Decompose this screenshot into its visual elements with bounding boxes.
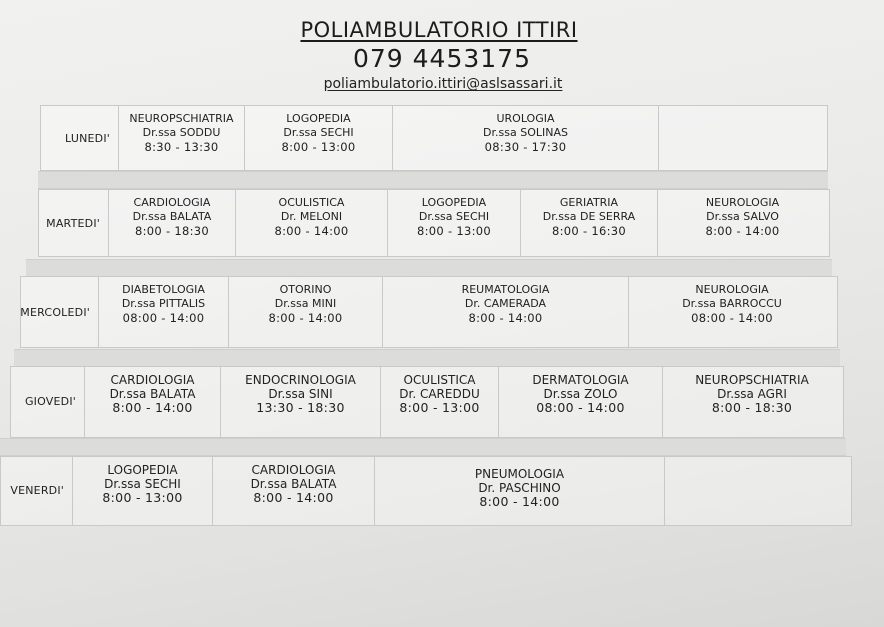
- specialty: UROLOGIA: [496, 112, 555, 125]
- doctor: Dr.ssa DE SERRA: [542, 210, 636, 223]
- doctor: Dr.ssa AGRI: [717, 387, 787, 401]
- specialty: NEUROPSCHIATRIA: [695, 373, 809, 387]
- specialty: PNEUMOLOGIA: [474, 467, 565, 481]
- day-label: MARTEDI': [39, 190, 109, 256]
- schedule-cell: [383, 277, 629, 347]
- row-separator: [26, 259, 832, 277]
- header: [0, 18, 884, 92]
- schedule-cell: [245, 106, 393, 170]
- specialty: DERMATOLOGIA: [532, 373, 629, 387]
- specialty: CARDIOLOGIA: [133, 196, 211, 209]
- doctor: Dr.ssa BALATA: [250, 477, 337, 491]
- hours: 8:00 - 14:00: [274, 224, 349, 238]
- hours: 8:30 - 13:30: [144, 140, 219, 154]
- doctor: Dr.ssa SECHI: [104, 477, 181, 491]
- day-label: VENERDI': [1, 457, 73, 525]
- hours: 8:00 - 13:00: [399, 400, 480, 415]
- clinic-title: POLIAMBULATORIO ITTIRI: [300, 18, 578, 42]
- hours: 08:00 - 14:00: [122, 311, 205, 325]
- specialty: OCULISTICA: [278, 196, 345, 209]
- schedule-cell: [375, 457, 665, 525]
- schedule-cell: [236, 190, 388, 256]
- doctor: Dr.ssa BARROCCU: [682, 297, 782, 310]
- doctor: Dr.ssa BALATA: [109, 387, 196, 401]
- schedule-cell: [629, 277, 835, 347]
- hours: 8:00 - 14:00: [268, 311, 343, 325]
- hours: 8:00 - 18:30: [711, 400, 793, 415]
- day-label: LUNEDI': [41, 106, 119, 170]
- hours: 08:00 - 14:00: [536, 400, 625, 415]
- doctor: Dr. MELONI: [280, 210, 343, 223]
- specialty: OTORINO: [279, 283, 332, 296]
- schedule-cell: [381, 367, 499, 437]
- schedule-cell: [521, 190, 658, 256]
- doctor: Dr.ssa ZOLO: [543, 387, 618, 401]
- doctor: Dr.ssa SECHI: [418, 210, 490, 223]
- day-row-lunedi: [40, 105, 828, 171]
- specialty: OCULISTICA: [403, 373, 476, 387]
- specialty: CARDIOLOGIA: [251, 463, 336, 477]
- schedule-cell: [499, 367, 663, 437]
- day-row-martedi: [38, 189, 830, 257]
- doctor: Dr.ssa SODDU: [142, 126, 221, 139]
- schedule-cell: [658, 190, 827, 256]
- hours: 8:00 - 16:30: [551, 224, 627, 238]
- hours: 8:00 - 14:00: [479, 494, 560, 509]
- day-label: MERCOLEDI': [21, 277, 99, 347]
- hours: 8:00 - 14:00: [705, 224, 780, 238]
- hours: 08:00 - 14:00: [691, 311, 773, 325]
- schedule-cell: [99, 277, 229, 347]
- doctor: Dr.ssa PITTALIS: [121, 297, 206, 310]
- day-row-venerdi: [0, 456, 852, 526]
- hours: 8:00 - 14:00: [468, 311, 543, 325]
- schedule-cell: [221, 367, 381, 437]
- specialty: NEUROPSCHIATRIA: [129, 112, 234, 125]
- schedule-cell-empty: [665, 457, 849, 525]
- doctor: Dr.ssa SECHI: [283, 126, 354, 139]
- phone-number: 079 4453175: [352, 44, 531, 73]
- hours: 08:30 - 17:30: [484, 140, 567, 154]
- doctor: Dr.ssa MINI: [274, 297, 337, 310]
- specialty: LOGOPEDIA: [286, 112, 351, 125]
- schedule-cell: [393, 106, 659, 170]
- specialty: NEUROLOGIA: [705, 196, 780, 209]
- schedule-cell: [229, 277, 383, 347]
- hours: 8:00 - 13:00: [281, 140, 356, 154]
- schedule-cell: [388, 190, 521, 256]
- hours: 13:30 - 18:30: [256, 400, 345, 415]
- schedule-cell: [109, 190, 236, 256]
- row-separator: [0, 438, 846, 456]
- day-row-giovedi: [10, 366, 844, 438]
- specialty: ENDOCRINOLOGIA: [245, 373, 356, 387]
- hours: 8:00 - 14:00: [112, 400, 193, 415]
- day-row-mercoledi: [20, 276, 838, 348]
- hours: 8:00 - 14:00: [253, 490, 334, 505]
- specialty: LOGOPEDIA: [107, 463, 178, 477]
- hours: 8:00 - 13:00: [416, 224, 492, 238]
- row-separator: [38, 171, 828, 189]
- doctor: Dr. CAREDDU: [399, 387, 480, 401]
- schedule-cell: [213, 457, 375, 525]
- doctor: Dr.ssa SINI: [268, 387, 333, 401]
- schedule-cell: [119, 106, 245, 170]
- specialty: CARDIOLOGIA: [110, 373, 195, 387]
- specialty: NEUROLOGIA: [695, 283, 769, 296]
- specialty: LOGOPEDIA: [421, 196, 487, 209]
- schedule-cell: [663, 367, 841, 437]
- schedule-cell: [73, 457, 213, 525]
- row-separator: [14, 349, 840, 367]
- specialty: DIABETOLOGIA: [122, 283, 205, 296]
- doctor: Dr. PASCHINO: [478, 481, 561, 495]
- email-address: poliambulatorio.ittiri@aslsassari.it: [323, 76, 563, 92]
- doctor: Dr. CAMERADA: [464, 297, 547, 310]
- specialty: REUMATOLOGIA: [461, 283, 550, 296]
- doctor: Dr.ssa SOLINAS: [483, 126, 568, 139]
- specialty: GERIATRIA: [559, 196, 619, 209]
- doctor: Dr.ssa BALATA: [132, 210, 212, 223]
- schedule-cell: [85, 367, 221, 437]
- hours: 8:00 - 13:00: [102, 490, 183, 505]
- doctor: Dr.ssa SALVO: [706, 210, 779, 223]
- hours: 8:00 - 18:30: [134, 224, 210, 238]
- schedule-cell-empty: [659, 106, 825, 170]
- day-label: GIOVEDI': [11, 367, 85, 437]
